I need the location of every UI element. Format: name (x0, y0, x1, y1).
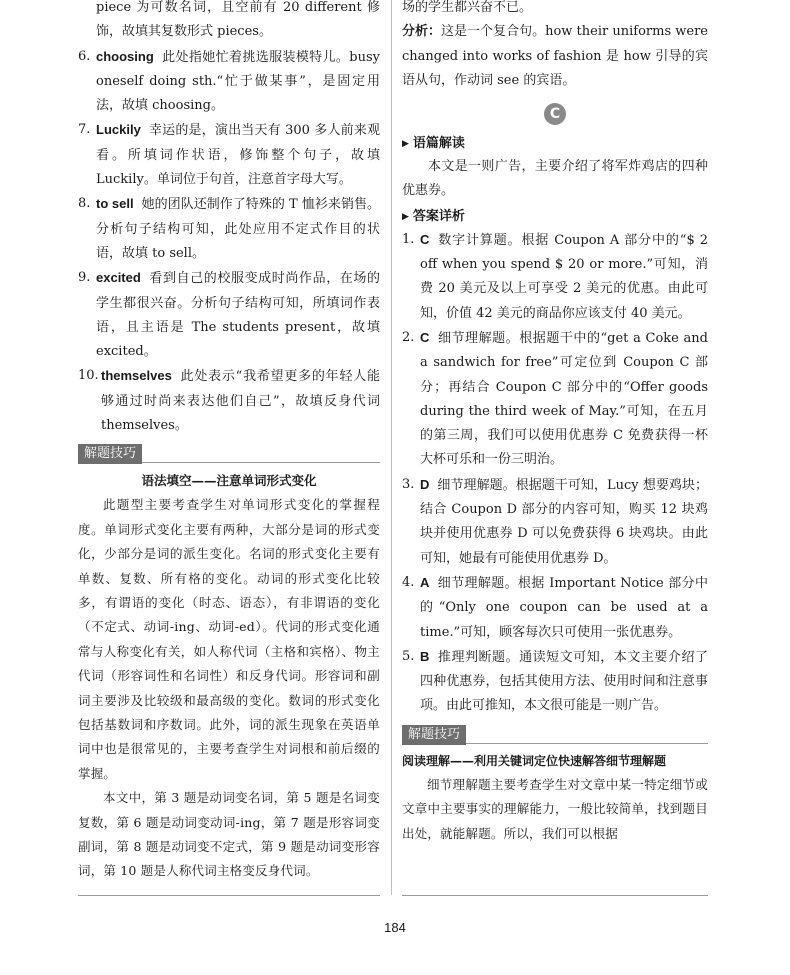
answer-word: excited (96, 270, 141, 286)
right-column (402, 0, 708, 846)
explanation-item-3 (402, 473, 708, 571)
answer-text: 此处指她忙着挑选服装模特儿。busy oneself doing sth.“忙于做某事”，是固定用法，故填 choosing。 (96, 49, 380, 114)
explanation-text: 细节理解题。根据 Important Notice 部分中的“Only one coupon can be used at a time.”可知，顾客每次只可使用一张优惠券。 (420, 575, 708, 640)
tip-tag-row (402, 723, 708, 744)
answer-text: 看到自己的校服变成时尚作品，在场的学生都很兴奋。分析句子结构可知，所填词作表语，且主语是 The students present，故填 excited。 (96, 271, 380, 360)
section-heading-label: 语篇解读 (412, 136, 465, 152)
continued-text: 场的学生都兴奋不已。 (402, 0, 533, 15)
answer-item-5-continued (78, 0, 380, 45)
answer-letter: A (420, 574, 430, 590)
item-number: 4. (402, 574, 415, 590)
tip-tag: 解题技巧 (402, 725, 466, 745)
method-paragraph: 此题型主要考查学生对单词形式变化的掌握程度。单词形式变化主要有两种，大部分是词的形式变化，少部分是词的派生变化。名词的形式变化主要有单数、复数、所有格的变化。动词的形式变化比较多，有谓语的变化（时态、语态），有非谓语的变化（不定式、动词-ing、动词-ed）。代词的形式变化通常与人称变化有关，如人称代词（主格和宾格）、物主代词（形容词性和名词性）和反身代词。形容词和副词主要涉及比较级和最高级的变化。数词的形式变化包括基数词和序数词。此外，词的派生现象在英语单词中也是很常见的，主要考查学生对词根和前后缀的掌握。 (78, 497, 380, 781)
item-number: 1. (402, 231, 415, 247)
section-heading (402, 206, 708, 228)
item-number: 7. (78, 122, 91, 138)
answer-text: 她的团队还制作了特殊的 T 恤衫来销售。分析句子结构可知，此处应用不定式作目的状语，故填 to sell。 (96, 197, 380, 261)
explanation-item-4 (402, 571, 708, 645)
item-number: 6. (78, 48, 91, 64)
explanation-item-2 (402, 326, 708, 473)
section-heading (402, 133, 708, 155)
answer-item-10 (78, 364, 380, 438)
answer-text: 此处表示“我希望更多的年轻人能够通过时尚来表达他们自己”，故填反身代词 themselves。 (101, 369, 380, 434)
answer-text: 幸运的是，演出当天有 300 多人前来观看。所填词作状语，修饰整个句子，故填 Luckily。单词位于句首，注意首字母大写。 (96, 123, 380, 188)
analysis-label: 分析： (402, 24, 442, 40)
explanation-text: 细节理解题。根据题干可知，Lucy 想要鸡块；结合 Coupon D 部分的内容可知，购买 12 块鸡块并使用优惠券 D 可以免费获得 6 块鸡块。由此可知，她最有可能使用优惠券 D。 (420, 477, 708, 566)
method-title: 阅读理解——利用关键词定位快速解答细节理解题 (402, 753, 667, 768)
bottom-rule-right (402, 895, 708, 896)
tip-tag: 解题技巧 (78, 444, 142, 464)
item-number: 10. (78, 368, 99, 384)
answer-item-6 (78, 45, 380, 119)
answer-letter: C (420, 231, 430, 247)
item-number: 2. (402, 329, 415, 345)
left-column (78, 0, 380, 884)
answer-word: choosing (96, 48, 154, 64)
answer-word: to sell (96, 196, 134, 212)
answer-letter: D (420, 476, 430, 492)
tip-tag-row (78, 442, 380, 463)
item-number: 5. (402, 648, 415, 664)
explanation-item-5 (402, 645, 708, 719)
explanation-text: 推理判断题。通读短文可知，本文主要介绍了四种优惠券，包括其使用方法、使用时间和注意事项。由此可推知，本文很可能是一则广告。 (420, 649, 708, 714)
method-title: 语法填空——注意单词形式变化 (141, 473, 317, 489)
item-number: 8. (78, 196, 91, 212)
method-paragraph: 细节理解题主要考查学生对文章中某一特定细节或文章中主要事实的理解能力，一般比较简单，找到题目出处，就能解题。所以，我们可以根据 (402, 776, 708, 841)
answer-word: themselves (101, 368, 172, 384)
item-number: 3. (402, 476, 415, 492)
answer-item-9 (78, 266, 380, 364)
method-paragraph: 本文中，第 3 题是动词变名词，第 5 题是名词变复数，第 6 题是动词变动词-ing，第 7 题是形容词变副词，第 8 题是动词变不定式，第 9 题是动词变形容词，第 10 题是人称代词主格变反身代词。 (78, 790, 380, 879)
explanation-text: 数字计算题。根据 Coupon A 部分中的“$ 2 off when you spend $ 20 or more.”可知，消费 20 美元及以上可享受 2 美元的优惠。由此可知，价值 42 美元的商品你应该支付 40 美元。 (420, 232, 708, 321)
analysis-text: 这是一个复合句。how their uniforms were changed into works of fashion 是 how 引导的宾语从句，作动词 see 的宾语。 (402, 24, 708, 88)
item-number: 9. (78, 270, 91, 286)
analysis-paragraph (402, 20, 708, 93)
page-number: 184 (384, 920, 406, 935)
column-divider (391, 0, 392, 895)
answer-text: piece 为可数名词，且空前有 20 different 修饰，故填其复数形式 pieces。 (96, 0, 380, 40)
explanation-item-1 (402, 228, 708, 326)
triangle-icon: ▶ (402, 211, 409, 222)
bottom-rule-left (78, 895, 380, 896)
triangle-icon: ▶ (402, 139, 409, 150)
passage-summary: 本文是一则广告，主要介绍了将军炸鸡店的四种优惠券。 (402, 159, 708, 199)
section-c-badge: C (544, 103, 566, 125)
answer-letter: B (420, 648, 430, 664)
answer-letter: C (420, 329, 430, 345)
section-heading-label: 答案详析 (412, 208, 465, 224)
answer-item-8 (78, 192, 380, 266)
explanation-text: 细节理解题。根据题干中的“get a Coke and a sandwich for free”可定位到 Coupon C 部分；再结合 Coupon C 部分中的“Offer goods during the third week of May.”可知，在五月的第三周，我们可以使用优惠券 C 免费获得一杯大杯可乐和一份三明治。 (420, 330, 708, 468)
answer-item-7 (78, 118, 380, 192)
answer-word: Luckily (96, 122, 141, 138)
